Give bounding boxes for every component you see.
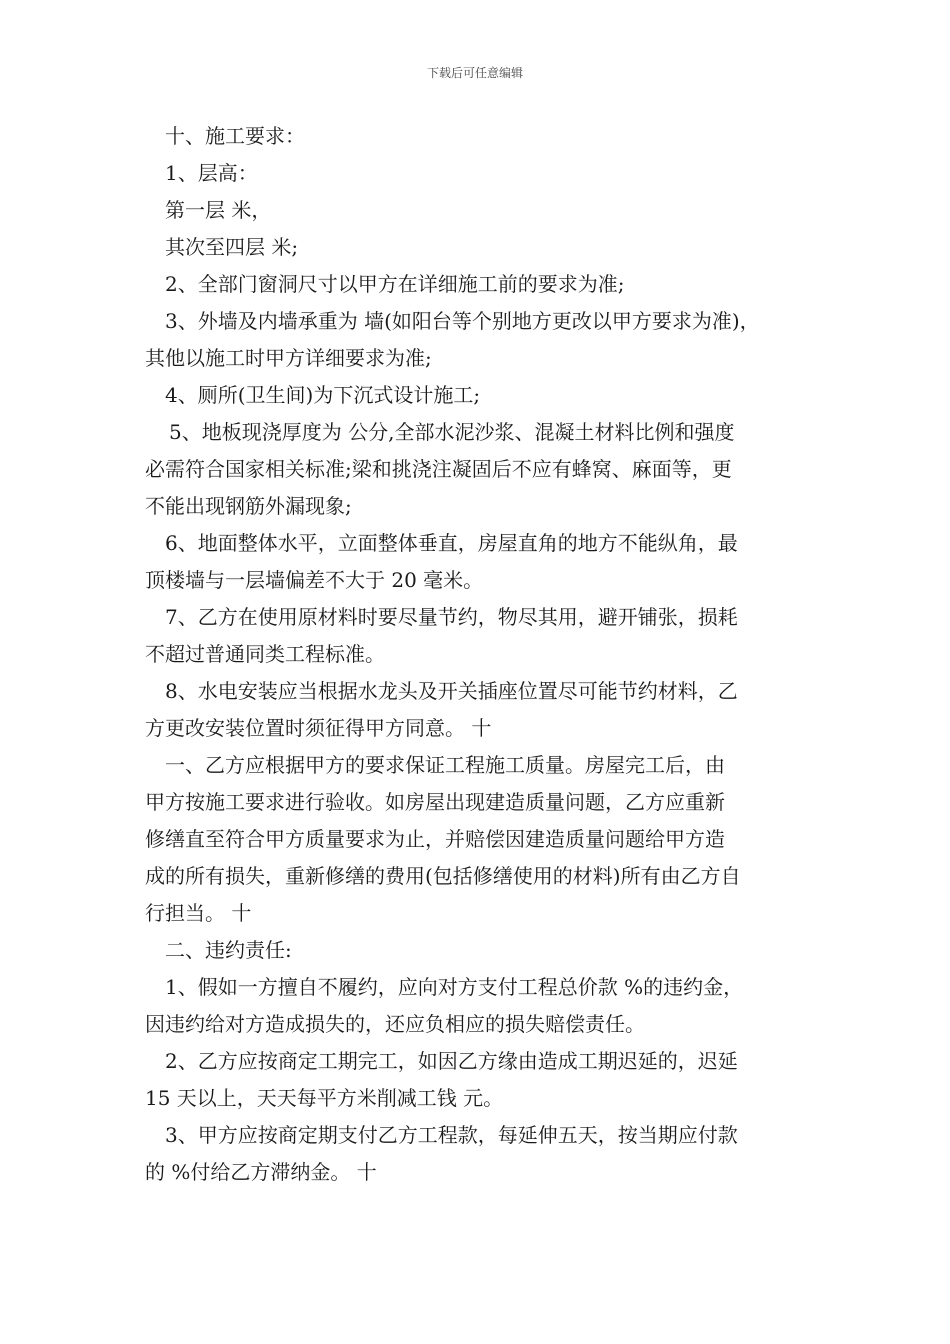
text-line: 修缮直至符合甲方质量要求为止，并赔偿因建造质量问题给甲方造 xyxy=(145,827,725,851)
text-line: 3、甲方应按商定期支付乙方工程款，每延伸五天，按当期应付款 xyxy=(165,1123,738,1147)
text-line: 必需符合国家相关标准;梁和挑浇注凝固后不应有蜂窝、麻面等，更 xyxy=(145,457,732,481)
text-line: 的 %付给乙方滞纳金。 十 xyxy=(145,1160,377,1184)
text-line: 其他以施工时甲方详细要求为准; xyxy=(145,346,432,370)
text-line: 行担当。 十 xyxy=(145,901,252,925)
text-line: 1、层高： xyxy=(165,161,258,185)
text-line: 十、施工要求： xyxy=(165,124,305,148)
document-body xyxy=(145,118,810,1191)
text-line: 15 天以上，天天每平方米削减工钱 元。 xyxy=(145,1086,504,1110)
text-line: 6、地面整体水平，立面整体垂直，房屋直角的地方不能纵角，最 xyxy=(165,531,738,555)
text-line: 3、外墙及内墙承重为 墙(如阳台等个别地方更改以甲方要求为准)， xyxy=(165,309,760,333)
text-line: 1、假如一方擅自不履约，应向对方支付工程总价款 %的违约金， xyxy=(165,975,744,999)
text-line: 方更改安装位置时须征得甲方同意。 十 xyxy=(145,716,492,740)
text-line: 因违约给对方造成损失的，还应负相应的损失赔偿责任。 xyxy=(145,1012,645,1036)
text-line: 8、水电安装应当根据水龙头及开关插座位置尽可能节约材料，乙 xyxy=(165,679,738,703)
text-line: 成的所有损失，重新修缮的费用(包括修缮使用的材料)所有由乙方自 xyxy=(145,864,741,888)
text-line: 第一层 米， xyxy=(165,198,272,222)
text-line: 2、全部门窗洞尺寸以甲方在详细施工前的要求为准; xyxy=(165,272,625,296)
text-line: 甲方按施工要求进行验收。如房屋出现建造质量问题，乙方应重新 xyxy=(145,790,725,814)
text-line: 5、地板现浇厚度为 公分,全部水泥沙浆、混凝土材料比例和强度 xyxy=(169,420,735,444)
text-line: 7、乙方在使用原材料时要尽量节约，物尽其用，避开铺张，损耗 xyxy=(165,605,738,629)
text-line: 其次至四层 米; xyxy=(165,235,299,259)
text-line: 不能出现钢筋外漏现象; xyxy=(145,494,352,518)
text-line: 二、违约责任: xyxy=(165,938,292,962)
text-line: 4、厕所(卫生间)为下沉式设计施工; xyxy=(165,383,481,407)
page-header: 下载后可任意编辑 xyxy=(426,66,523,80)
text-line: 顶楼墙与一层墙偏差不大于 20 毫米。 xyxy=(145,568,484,592)
text-line: 不超过普通同类工程标准。 xyxy=(145,642,385,666)
text-line: 2、乙方应按商定工期完工，如因乙方缘由造成工期迟延的，迟延 xyxy=(165,1049,738,1073)
text-line: 一、乙方应根据甲方的要求保证工程施工质量。房屋完工后，由 xyxy=(165,753,725,777)
